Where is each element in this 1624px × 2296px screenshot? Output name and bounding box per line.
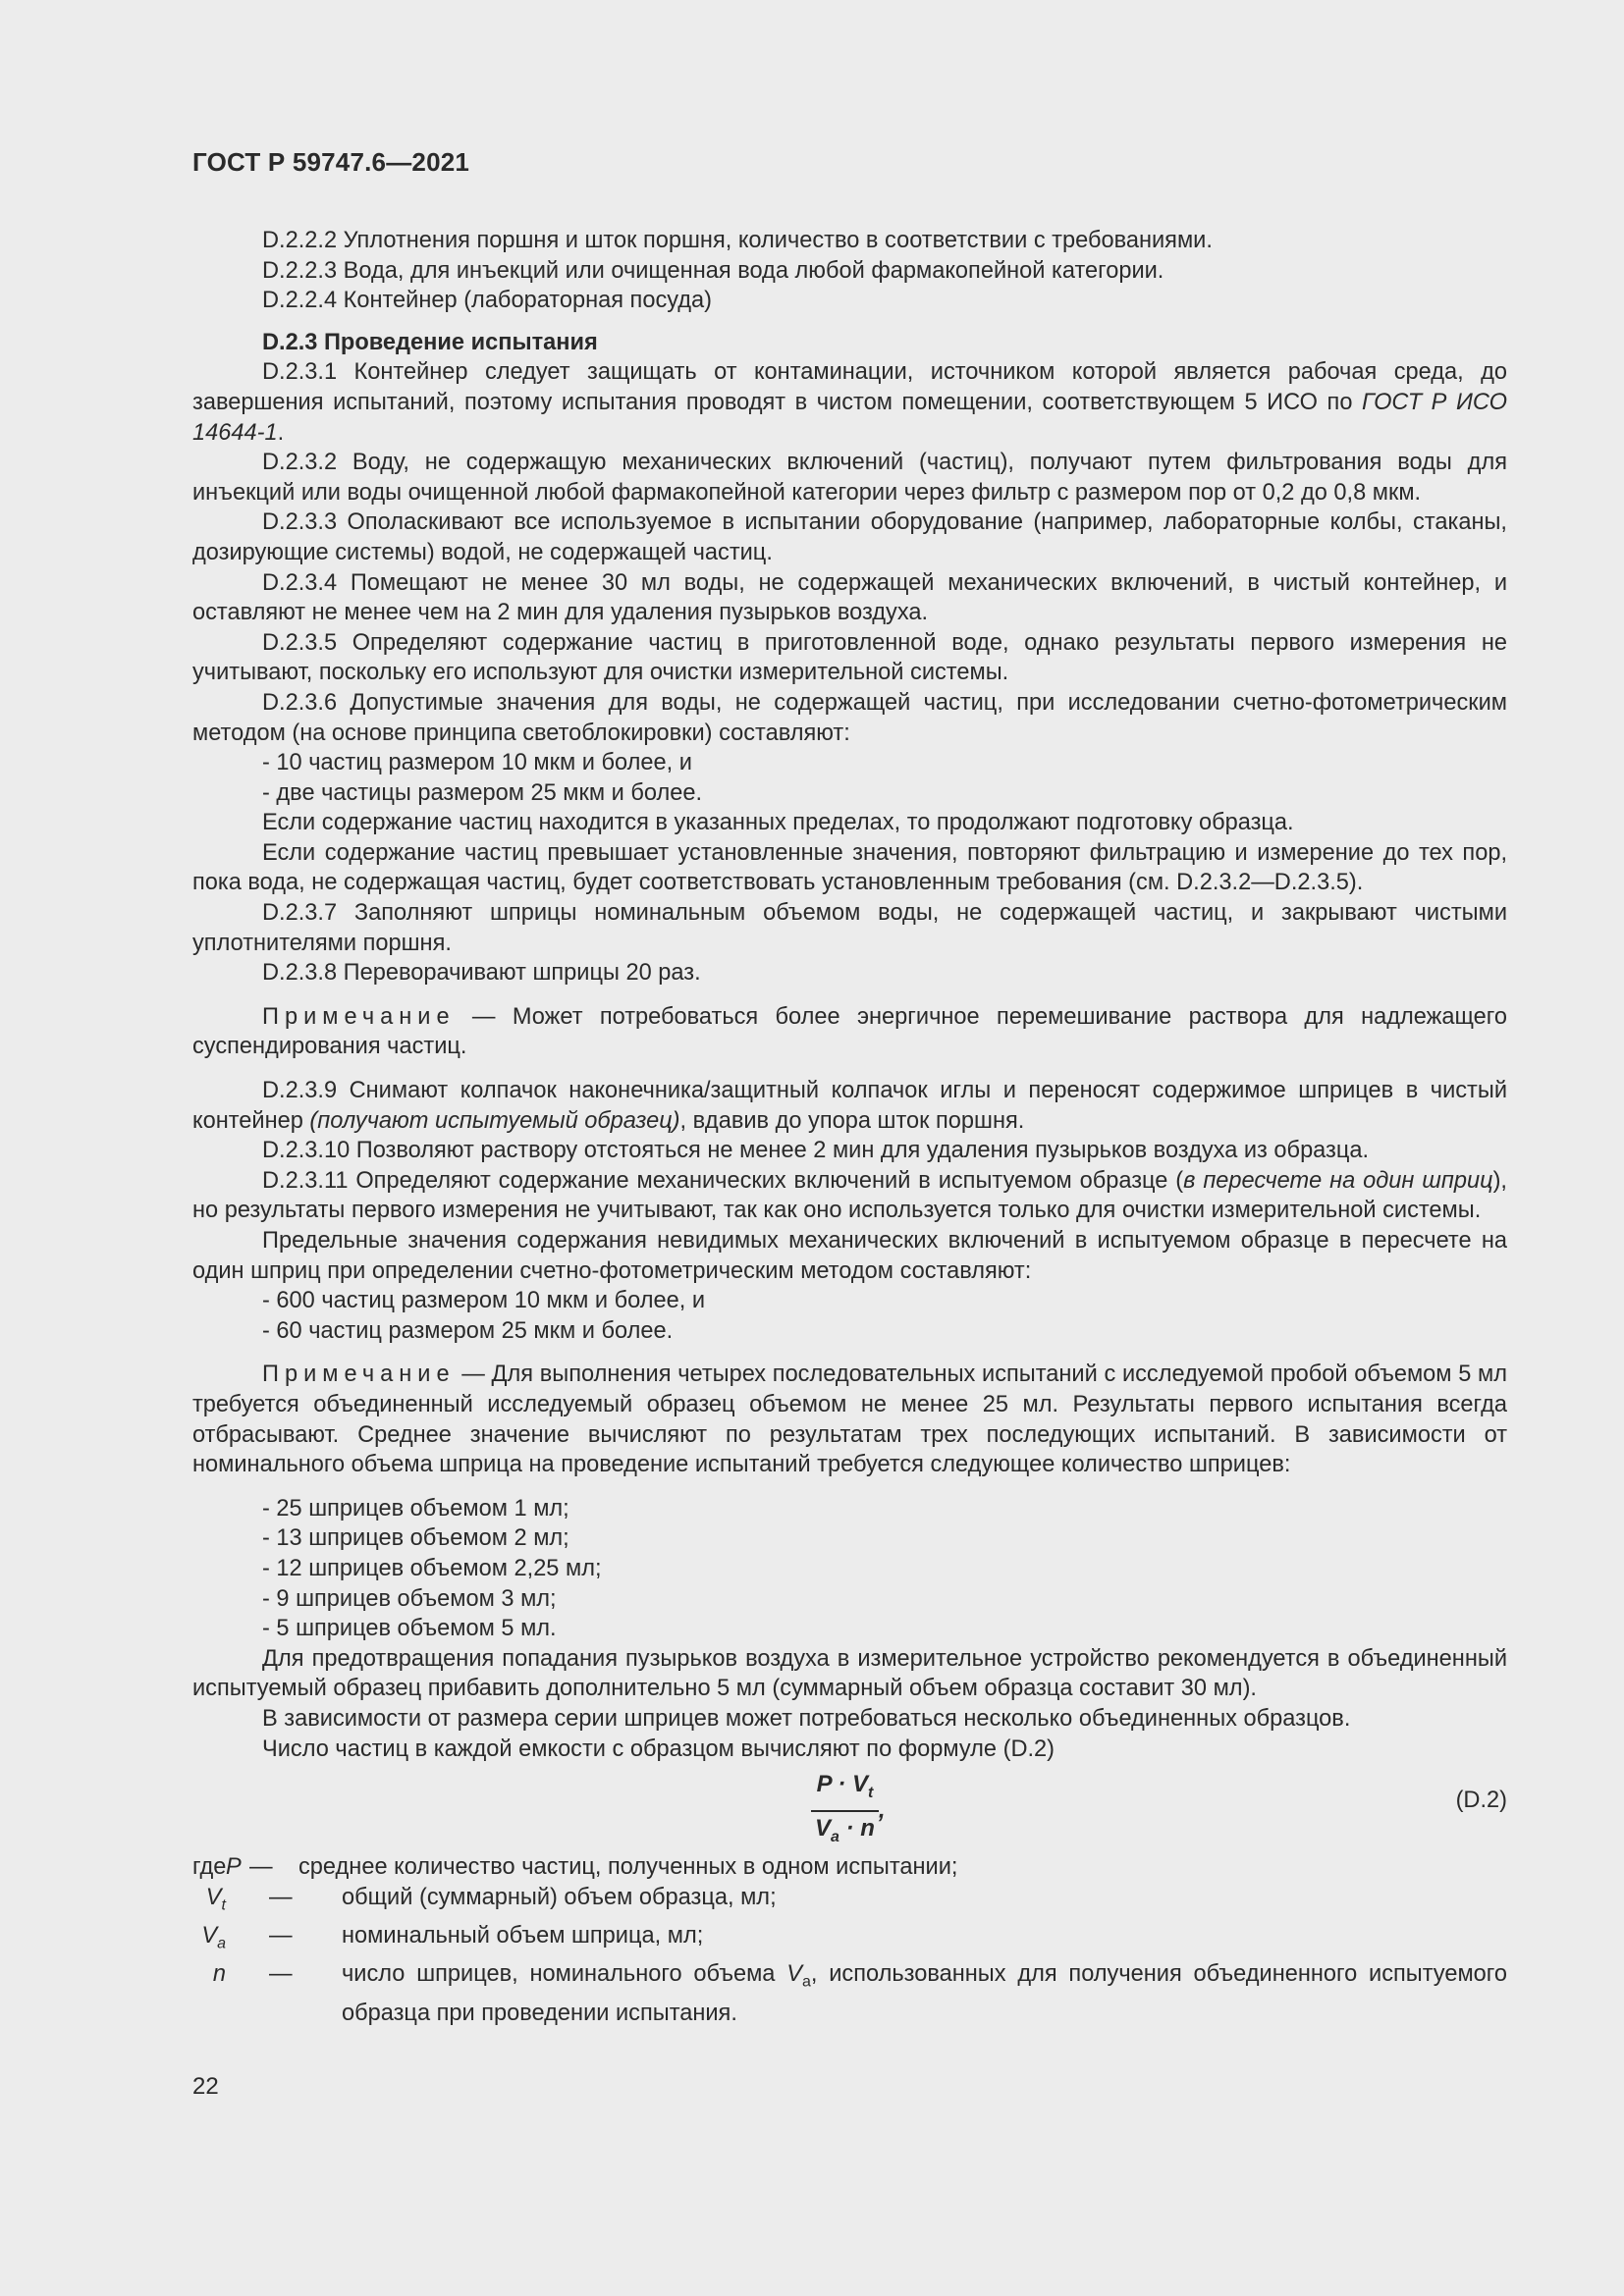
legend-dash: —: [249, 1854, 273, 1881]
list-item: - 25 шприцев объемом 1 мл;: [262, 1495, 569, 1522]
legend-text: [302, 1959, 1507, 2028]
legend-text: общий (суммарный) объем образца, мл;: [342, 1884, 777, 1910]
list-item: - 60 частиц размером 25 мкм и более.: [262, 1317, 674, 1344]
paragraph-text: D.2.3.11 Определяют содержание механических включений в испытуемом образце (: [262, 1167, 1184, 1194]
list-item: D.2.2.4 Контейнер (лабораторная посуда): [262, 288, 713, 314]
paragraph-exceed-limits: Если содержание частиц превышает установленные значения, повторяют фильтрацию и измерение до тех пор, пока вода, не содержащая частиц, будет соответствовать установленным требования (см. D.2.3.2—D.2.3.5).: [192, 839, 1507, 896]
note-text: — Может потребоваться более энергичное перемешивание раствора для надлежащего суспендирования частиц.: [192, 1003, 1507, 1060]
paragraph-d233: D.2.3.3 Ополаскивают все используемое в испытании оборудование (например, лабораторные колбы, стаканы, дозирующие системы) водой, не содержащей частиц.: [192, 509, 1507, 565]
formula-denominator: [811, 1812, 879, 1852]
list-item: - 5 шприцев объемом 5 мл.: [262, 1616, 557, 1642]
paragraph-series: В зависимости от размера серии шприцев может потребоваться несколько объединенных образцов.: [262, 1705, 1351, 1732]
paragraph-d235: D.2.3.5 Определяют содержание частиц в приготовленной воде, однако результаты первого измерения не учитывают, поскольку его используют для очистки измерительной системы.: [192, 629, 1507, 686]
paragraph-d238: D.2.3.8 Переворачивают шприцы 20 раз.: [262, 960, 701, 987]
legend-symbol: [192, 1921, 234, 1959]
paragraph-d239: [192, 1076, 1507, 1136]
legend-symbol-subscript: a: [217, 1935, 226, 1952]
formula-d2: [192, 1768, 1507, 1846]
note-label: Примечание: [262, 1362, 456, 1388]
note-1: [192, 1002, 1507, 1062]
legend-inline-symbol: V: [786, 1961, 802, 1988]
paragraph-d2311: [192, 1166, 1507, 1226]
legend-symbol-letter: V: [201, 1923, 218, 1949]
formula-comma: ,: [878, 1796, 886, 1824]
formula-fraction: [811, 1770, 879, 1853]
page-number: 22: [192, 2073, 219, 2100]
legend-row: [192, 1959, 1507, 2028]
paragraph-text: , вдавив до упора шток поршня.: [679, 1107, 1025, 1134]
legend-text-part: , использованных для получения объединенного испытуемого образца при проведении испытания.: [342, 1961, 1508, 2026]
paragraph-text: .: [277, 419, 285, 446]
paragraph-d234: D.2.3.4 Помещают не менее 30 мл воды, не содержащей механических включений, в чистый контейнер, и оставляют не менее чем на 2 мин для удаления пузырьков воздуха.: [192, 569, 1507, 626]
formula-operator: ·: [831, 1771, 853, 1798]
list-item: D.2.2.3 Вода, для инъекций или очищенная вода любой фармакопейной категории.: [262, 257, 1164, 284]
list-item: - две частицы размером 25 мкм и более.: [262, 779, 703, 806]
list-item: D.2.2.2 Уплотнения поршня и шток поршня, количество в соответствии с требованиями.: [262, 228, 1213, 253]
legend-dash: —: [269, 1923, 293, 1949]
paragraph-d236: D.2.3.6 Допустимые значения для воды, не содержащей частиц, при исследовании счетно-фотометрическим методом (на основе принципа светоблокировки) составляют:: [192, 689, 1507, 746]
legend-text: среднее количество частиц, полученных в одном испытании;: [298, 1854, 958, 1881]
legend-dash: —: [269, 1884, 293, 1910]
note-2: [192, 1360, 1507, 1479]
section-heading: D.2.3 Проведение испытания: [262, 329, 598, 355]
paragraph-d237: D.2.3.7 Заполняют шприцы номинальным объемом воды, не содержащей частиц, и закрывают чистыми уплотнителями поршня.: [192, 900, 1507, 956]
legend-text: номинальный объем шприца, мл;: [342, 1923, 704, 1949]
paragraph-text: D.2.3.9 Снимают колпачок наконечника/защитный колпачок иглы и переносят содержимое шприцев в чистый контейнер: [192, 1078, 1507, 1134]
paragraph-text: D.2.3.1 Контейнер следует защищать от контаминации, источником которой является рабочая среда, до завершения испытаний, поэтому испытания проводят в чистом помещении, соответствующем 5 ИСО по: [192, 359, 1507, 415]
legend-text-part: число шприцев, номинального объема: [342, 1961, 787, 1988]
formula-subscript: t: [868, 1784, 874, 1801]
list-item: - 600 частиц размером 10 мкм и более, и: [262, 1288, 706, 1314]
formula-operator: ·: [839, 1815, 861, 1842]
legend-dash: —: [269, 1961, 293, 1988]
document-header: ГОСТ Р 59747.6—2021: [192, 147, 470, 177]
legend-row: [192, 1921, 1507, 1959]
document-body: [192, 226, 1507, 2028]
equation-number: (D.2): [1455, 1788, 1507, 1814]
emphasis-text: в пересчете на один шприц: [1183, 1167, 1493, 1194]
paragraph-within-limits: Если содержание частиц находится в указанных пределах, то продолжают подготовку образца.: [262, 810, 1294, 836]
formula-symbol: V: [852, 1771, 869, 1798]
paragraph-limits: Предельные значения содержания невидимых механических включений в испытуемом образце в пересчете на один шприц при определении счетно-фотометрическим методом составляют:: [192, 1228, 1507, 1284]
list-item: - 13 шприцев объемом 2 мл;: [262, 1525, 569, 1552]
legend-row: где P — среднее количество частиц, полученных в одном испытании;: [192, 1852, 1507, 1883]
legend-row: [192, 1883, 1507, 1921]
paragraph-text: ), но результаты первого измерения не учитывают, так как оно используется только для очистки измерительной системы.: [192, 1167, 1507, 1224]
formula-subscript: a: [831, 1829, 839, 1846]
formula-expression: [811, 1770, 886, 1853]
legend-symbol-letter: V: [205, 1884, 222, 1910]
paragraph-bubbles: Для предотвращения попадания пузырьков воздуха в измерительное устройство рекомендуется в объединенный испытуемый образец прибавить дополнительно 5 мл (суммарный объем образца составит 30 мл).: [192, 1645, 1507, 1702]
paragraph-d231: [192, 357, 1507, 448]
legend-symbol: [192, 1883, 234, 1921]
legend-symbol: n: [212, 1961, 226, 1988]
formula-symbol: n: [860, 1815, 875, 1842]
formula-symbol: P: [816, 1771, 832, 1798]
formula-legend: [192, 1852, 1507, 2028]
formula-symbol: V: [815, 1815, 832, 1842]
formula-numerator: [811, 1770, 879, 1812]
standard-reference: ГОСТ Р ИСО 14644-1: [192, 389, 1507, 446]
paragraph-d232: D.2.3.2 Воду, не содержащую механических включений (частиц), получают путем фильтрования воды для инъекций или воды очищенной любой фармакопейной категории через фильтр с размером пор от 0,2 до 0,8 мкм.: [192, 450, 1507, 506]
note-text: — Для выполнения четырех последовательных испытаний с исследуемой пробой объемом 5 мл требуется объединенный исследуемый образец объемом не менее 25 мл. Результаты первого испытания всегда отбрасывают. Среднее значение вычисляют по результатам трех последующих испытаний. В зависимости от номинального объема шприца на проведение испытаний требуется следующее количество шприцев:: [192, 1362, 1507, 1478]
legend-inline-subscript: a: [801, 1974, 811, 1992]
paragraph-formula-intro: Число частиц в каждой емкости с образцом вычисляют по формуле (D.2): [262, 1735, 1056, 1762]
legend-symbol-subscript: t: [221, 1896, 226, 1914]
list-item: - 10 частиц размером 10 мкм и более, и: [262, 750, 692, 776]
note-label: Примечание: [262, 1003, 456, 1030]
emphasis-text: (получают испытуемый образец): [309, 1107, 680, 1134]
legend-lead: где: [192, 1854, 227, 1881]
list-item: - 12 шприцев объемом 2,25 мл;: [262, 1555, 602, 1581]
list-item: - 9 шприцев объемом 3 мл;: [262, 1585, 557, 1612]
paragraph-d2310: D.2.3.10 Позволяют раствору отстояться не менее 2 мин для удаления пузырьков воздуха из образца.: [262, 1138, 1370, 1164]
